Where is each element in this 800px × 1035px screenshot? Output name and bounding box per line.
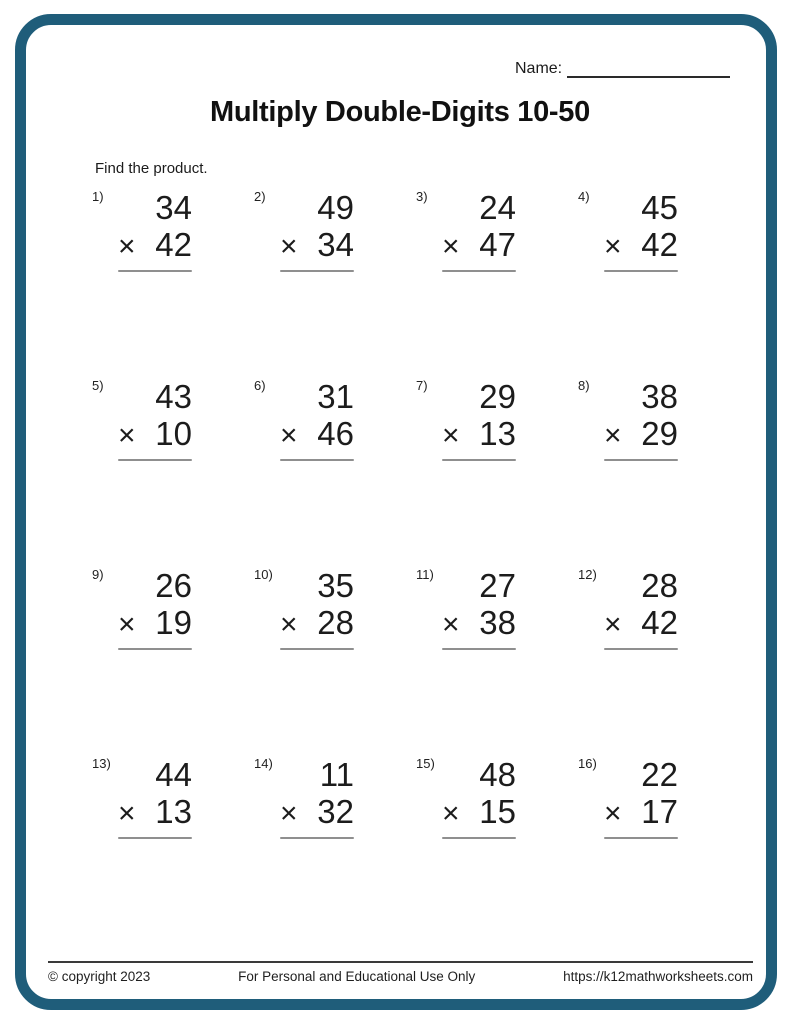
problem-work	[118, 377, 192, 461]
problem-3	[416, 188, 578, 377]
multiplicand: 43	[155, 378, 192, 415]
problem-11	[416, 566, 578, 755]
problem-work	[442, 188, 516, 272]
multiplier: 17	[641, 793, 678, 830]
problem-12	[578, 566, 740, 755]
times-sign: ×	[442, 419, 460, 452]
problem-work	[118, 755, 192, 839]
footer-usage: For Personal and Educational Use Only	[238, 969, 476, 984]
answer-line	[604, 459, 678, 461]
problem-number: 4)	[578, 189, 590, 204]
footer-divider	[48, 961, 753, 963]
times-sign: ×	[442, 230, 460, 263]
problem-number: 1)	[92, 189, 104, 204]
problem-work	[280, 377, 354, 461]
times-sign: ×	[604, 797, 622, 830]
multiplier: 42	[641, 604, 678, 641]
multiplier-row	[280, 226, 354, 265]
answer-line	[118, 459, 192, 461]
multiplicand: 44	[155, 756, 192, 793]
problem-number: 10)	[254, 567, 273, 582]
problem-number: 14)	[254, 756, 273, 771]
multiplicand: 27	[479, 567, 516, 604]
problem-13	[92, 755, 254, 944]
problem-number: 6)	[254, 378, 266, 393]
name-label: Name:	[515, 60, 563, 77]
problem-number: 8)	[578, 378, 590, 393]
instruction-text: Find the product.	[95, 160, 208, 177]
footer-url: https://k12mathworksheets.com	[563, 969, 753, 984]
multiplicand: 26	[155, 567, 192, 604]
multiplier: 28	[317, 604, 354, 641]
problem-work	[604, 566, 678, 650]
multiplicand: 34	[155, 189, 192, 226]
multiplier: 46	[317, 415, 354, 452]
problem-16	[578, 755, 740, 944]
problem-work	[604, 188, 678, 272]
problem-number: 2)	[254, 189, 266, 204]
answer-line	[118, 837, 192, 839]
multiplier: 15	[479, 793, 516, 830]
multiplier: 10	[155, 415, 192, 452]
answer-line	[604, 648, 678, 650]
multiplier-row	[118, 604, 192, 643]
problem-number: 9)	[92, 567, 104, 582]
multiplier: 13	[479, 415, 516, 452]
multiplier-row	[118, 415, 192, 454]
answer-line	[442, 459, 516, 461]
page-title: Multiply Double-Digits 10-50	[210, 96, 590, 128]
name-field	[515, 58, 730, 78]
answer-line	[280, 270, 354, 272]
times-sign: ×	[280, 230, 298, 263]
multiplier-row	[118, 793, 192, 832]
problem-work	[604, 377, 678, 461]
problem-1	[92, 188, 254, 377]
multiplicand: 11	[319, 756, 354, 793]
problem-number: 7)	[416, 378, 428, 393]
times-sign: ×	[442, 797, 460, 830]
problem-work	[442, 377, 516, 461]
name-blank-line	[567, 58, 730, 78]
problem-work	[442, 755, 516, 839]
multiplier: 13	[155, 793, 192, 830]
times-sign: ×	[280, 419, 298, 452]
multiplier: 42	[641, 226, 678, 263]
footer-copyright: © copyright 2023	[48, 969, 151, 984]
answer-line	[280, 459, 354, 461]
answer-line	[280, 837, 354, 839]
problem-work	[280, 755, 354, 839]
problem-number: 3)	[416, 189, 428, 204]
problem-number: 12)	[578, 567, 597, 582]
problem-work	[442, 566, 516, 650]
multiplier-row	[604, 793, 678, 832]
times-sign: ×	[604, 230, 622, 263]
problem-5	[92, 377, 254, 566]
answer-line	[604, 837, 678, 839]
problem-4	[578, 188, 740, 377]
multiplicand: 31	[317, 378, 354, 415]
answer-line	[442, 270, 516, 272]
times-sign: ×	[280, 608, 298, 641]
multiplier: 32	[317, 793, 354, 830]
problem-work	[118, 566, 192, 650]
multiplicand: 22	[641, 756, 678, 793]
multiplicand: 45	[641, 189, 678, 226]
times-sign: ×	[442, 608, 460, 641]
answer-line	[280, 648, 354, 650]
multiplicand: 35	[317, 567, 354, 604]
problem-8	[578, 377, 740, 566]
answer-line	[118, 270, 192, 272]
answer-line	[442, 648, 516, 650]
problem-number: 11)	[416, 567, 434, 582]
multiplier: 38	[479, 604, 516, 641]
problem-10	[254, 566, 416, 755]
times-sign: ×	[118, 797, 136, 830]
answer-line	[604, 270, 678, 272]
multiplier-row	[604, 604, 678, 643]
multiplicand: 48	[479, 756, 516, 793]
multiplier-row	[280, 793, 354, 832]
times-sign: ×	[118, 230, 136, 263]
multiplicand: 29	[479, 378, 516, 415]
problem-7	[416, 377, 578, 566]
footer	[48, 961, 753, 984]
multiplier: 47	[479, 226, 516, 263]
problems-grid	[92, 188, 740, 944]
problem-work	[280, 566, 354, 650]
answer-line	[118, 648, 192, 650]
multiplier-row	[442, 604, 516, 643]
multiplicand: 38	[641, 378, 678, 415]
answer-line	[442, 837, 516, 839]
times-sign: ×	[280, 797, 298, 830]
problem-6	[254, 377, 416, 566]
multiplier-row	[442, 226, 516, 265]
multiplier-row	[280, 415, 354, 454]
multiplier-row	[442, 415, 516, 454]
multiplier-row	[604, 415, 678, 454]
multiplier: 34	[317, 226, 354, 263]
problem-number: 16)	[578, 756, 597, 771]
problem-14	[254, 755, 416, 944]
problem-9	[92, 566, 254, 755]
multiplier-row	[442, 793, 516, 832]
multiplicand: 49	[317, 189, 354, 226]
problem-work	[604, 755, 678, 839]
problem-work	[118, 188, 192, 272]
multiplicand: 28	[641, 567, 678, 604]
problem-number: 5)	[92, 378, 104, 393]
problem-number: 15)	[416, 756, 435, 771]
times-sign: ×	[118, 608, 136, 641]
multiplier: 19	[155, 604, 192, 641]
multiplier-row	[118, 226, 192, 265]
times-sign: ×	[118, 419, 136, 452]
multiplier-row	[280, 604, 354, 643]
multiplier: 29	[641, 415, 678, 452]
multiplicand: 24	[479, 189, 516, 226]
problem-work	[280, 188, 354, 272]
problem-15	[416, 755, 578, 944]
times-sign: ×	[604, 419, 622, 452]
multiplier: 42	[155, 226, 192, 263]
problem-number: 13)	[92, 756, 111, 771]
multiplier-row	[604, 226, 678, 265]
problem-2	[254, 188, 416, 377]
times-sign: ×	[604, 608, 622, 641]
